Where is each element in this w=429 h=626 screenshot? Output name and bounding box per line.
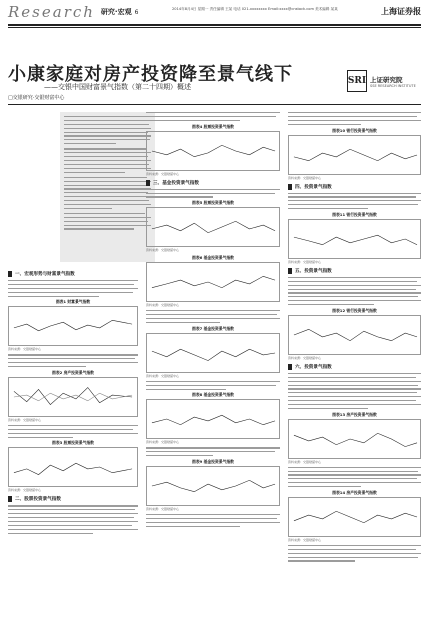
chart-source: 资料来源：交银财富中心: [146, 303, 180, 308]
section-heading: [8, 495, 138, 503]
newspaper-brand: 上海证券报: [381, 7, 421, 16]
chart-title: 图表4 股票投资景气指数: [192, 123, 234, 129]
section-heading-text: 一、宏观形势与财富景气指数: [15, 272, 75, 277]
section-heading: [8, 270, 138, 278]
section-heading-text: 六、投资景气指数: [295, 364, 332, 370]
chart-source: 资料来源：交银财富中心: [288, 537, 322, 542]
chart-title: 图表2 房产投资景气指数: [52, 369, 94, 375]
section-heading: [288, 363, 421, 371]
section-heading-text: 五、投资景气指数: [295, 268, 332, 274]
line-chart: [8, 306, 138, 346]
article-subheadline: ——交银中国财富景气指数（第二十四期）概述: [44, 83, 191, 91]
section-heading-text: 二、股票投资景气指数: [15, 497, 61, 503]
headline-rule: [8, 104, 421, 105]
line-chart: [288, 419, 421, 459]
chart-source: 资料来源：交银财富中心: [146, 248, 180, 253]
line-chart: [288, 315, 421, 355]
chart-source: 资料来源：交银财富中心: [8, 417, 42, 422]
line-chart: [288, 497, 421, 537]
intro-box: [60, 112, 155, 262]
section-title: 研究·宏观: [100, 8, 132, 16]
logo-name: 上证研究院: [370, 75, 403, 84]
chart-title: 图表3 股票投资景气指数: [52, 440, 94, 446]
chart-source: 资料来源：交银财富中心: [146, 171, 180, 176]
line-chart: [288, 135, 421, 175]
chart-title: 图表11 银行投资景气指数: [332, 211, 377, 217]
article-headline: 小康家庭对房产投资降至景气线下: [8, 64, 293, 85]
line-chart: [288, 219, 421, 259]
chart-source: 资料来源：交银财富中心: [8, 488, 42, 493]
chart-source: 资料来源：交银财富中心: [288, 459, 322, 464]
chart-title: 图表14 房产投资景气指数: [332, 489, 377, 495]
line-chart: [146, 466, 280, 506]
column-2: [146, 112, 280, 530]
chart-title: 图表7 基金投资景气指数: [192, 325, 234, 331]
section-heading: [288, 267, 421, 275]
line-chart: [146, 131, 280, 171]
chart-title: 图表5 股票投资景气指数: [192, 200, 234, 206]
column-1: [8, 268, 138, 536]
edition-info: 2014年8月4日 星期一 责任编辑 王某 电话 021-xxxxxxxx Email:xxxx@cnstock.com 美术编辑 某某: [172, 7, 338, 11]
chart-source: 资料来源：交银财富中心: [288, 259, 322, 264]
article-byline: □交银研究·交银财富中心: [8, 95, 65, 101]
line-chart: [146, 399, 280, 439]
line-chart: [146, 262, 280, 302]
chart-source: 资料来源：交银财富中心: [146, 440, 180, 445]
section-heading-text: 四、投资景气指数: [295, 184, 332, 190]
header-rule: [8, 24, 421, 26]
chart-source: 资料来源：交银财富中心: [146, 507, 180, 511]
chart-title: 图表1 财富景气指数: [55, 299, 91, 305]
chart-title: 图表12 银行投资景气指数: [332, 307, 377, 313]
chart-source: 资料来源：交银财富中心: [146, 373, 180, 378]
chart-source: 资料来源：交银财富中心: [8, 347, 42, 352]
page-number: 6: [134, 8, 139, 16]
chart-source: 资料来源：交银财富中心: [288, 175, 322, 180]
research-institute-logo: [347, 66, 423, 96]
section-heading: [288, 183, 421, 191]
chart-title: 图表13 房产投资景气指数: [332, 411, 377, 417]
section-english-title: Research: [8, 3, 95, 21]
header-rule-thin: [8, 27, 421, 28]
chart-title: 图表6 基金投资景气指数: [192, 255, 234, 261]
column-3: [288, 112, 421, 564]
section-heading-text: 三、基金投资景气指数: [153, 180, 199, 186]
line-chart: [146, 207, 280, 247]
chart-title: 图表8 基金投资景气指数: [192, 392, 234, 398]
logo-subtitle: SSE RESEARCH INSTITUTE: [370, 83, 416, 88]
line-chart: [146, 333, 280, 373]
chart-title: 图表9 基金投资景气指数: [192, 459, 234, 464]
line-chart: [8, 377, 138, 417]
line-chart: [8, 447, 138, 487]
chart-title: 图表10 银行投资景气指数: [332, 127, 377, 133]
logo-mark: SRI: [347, 70, 367, 92]
section-heading: [146, 179, 280, 187]
page-header: [0, 0, 429, 24]
chart-source: 资料来源：交银财富中心: [288, 355, 322, 360]
